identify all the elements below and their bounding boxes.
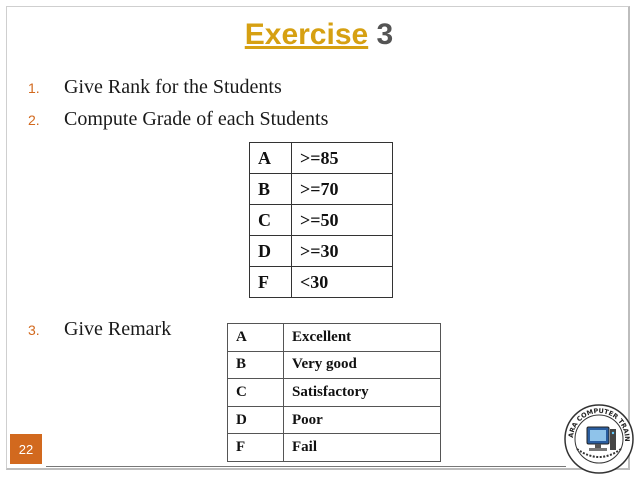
- remark-cell: Poor: [284, 406, 441, 434]
- threshold-cell: <30: [292, 267, 393, 298]
- table-row: [228, 434, 441, 462]
- table-row: [250, 236, 393, 267]
- svg-text:AMHARA COMPUTER TRAINING: ARA COMPUTER TRAIN: [566, 406, 632, 442]
- remark-cell: Fail: [284, 434, 441, 462]
- grade-cell: F: [228, 434, 284, 462]
- grade-threshold-table: [249, 142, 393, 298]
- grade-cell: D: [250, 236, 292, 267]
- computer-training-logo-icon: [563, 403, 635, 475]
- threshold-cell: >=70: [292, 174, 393, 205]
- grade-cell: B: [250, 174, 292, 205]
- grade-cell: C: [228, 379, 284, 407]
- list-item: [28, 108, 328, 131]
- grade-cell: A: [228, 324, 284, 352]
- threshold-cell: >=50: [292, 205, 393, 236]
- table-row: [228, 406, 441, 434]
- list-item-number: 1.: [28, 80, 40, 96]
- grade-cell: F: [250, 267, 292, 298]
- slide-title: [0, 18, 638, 52]
- remark-cell: Satisfactory: [284, 379, 441, 407]
- list-item-text: Compute Grade of each Students: [64, 108, 329, 130]
- table-row: [228, 324, 441, 352]
- list-item-text: Give Rank for the Students: [64, 76, 282, 98]
- remark-cell: Excellent: [284, 324, 441, 352]
- table-row: [228, 351, 441, 379]
- title-word-exercise: Exercise: [244, 18, 369, 51]
- remark-cell: Very good: [284, 351, 441, 379]
- grade-cell: C: [250, 205, 292, 236]
- table-row: [250, 143, 393, 174]
- grade-cell: B: [228, 351, 284, 379]
- grade-remark-table: [227, 323, 441, 462]
- footer-divider: [46, 466, 566, 467]
- list-item-text: Give Remark: [64, 318, 172, 340]
- threshold-cell: >=85: [292, 143, 393, 174]
- table-row: [250, 267, 393, 298]
- threshold-cell: >=30: [292, 236, 393, 267]
- table-row: [250, 205, 393, 236]
- grade-cell: D: [228, 406, 284, 434]
- table-row: [250, 174, 393, 205]
- list-item: [28, 318, 171, 341]
- list-item: [28, 76, 282, 99]
- title-word-number: 3: [376, 18, 394, 51]
- grade-cell: A: [250, 143, 292, 174]
- table-row: [228, 379, 441, 407]
- page-number: 22: [10, 434, 42, 464]
- list-item-number: 3.: [28, 322, 40, 338]
- list-item-number: 2.: [28, 112, 40, 128]
